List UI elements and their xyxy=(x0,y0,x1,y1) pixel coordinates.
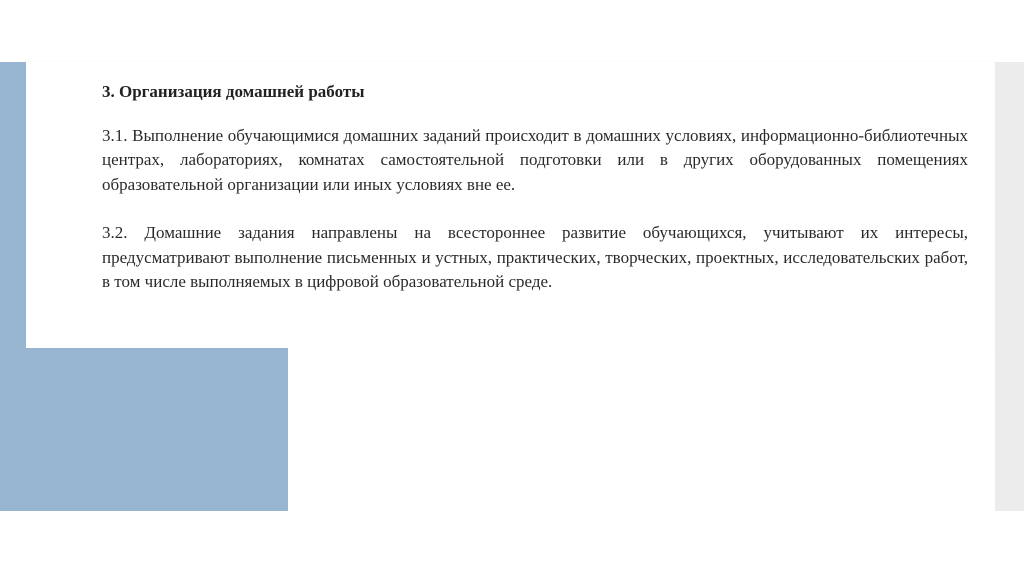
document-heading: 3. Организация домашней работы xyxy=(102,82,365,101)
right-edge-strip xyxy=(995,62,1024,511)
paragraph-3-2: 3.2. Домашние задания направлены на всестороннее развитие обучающихся, учитывают их интересы, предусматривают выполнение письменных и устных, практических, творческих, проектных, исследовательских работ, в том числе выполняемых в цифровой образовательной среде. xyxy=(102,223,968,291)
paragraph-3-1: 3.1. Выполнение обучающимися домашних заданий происходит в домашних условиях, информационно-библиотечных центрах, лабораториях, комнатах самостоятельной подготовки или в других оборудованных помещениях образовательной организации или иных условиях вне ее. xyxy=(102,125,968,194)
document-content xyxy=(102,80,968,319)
